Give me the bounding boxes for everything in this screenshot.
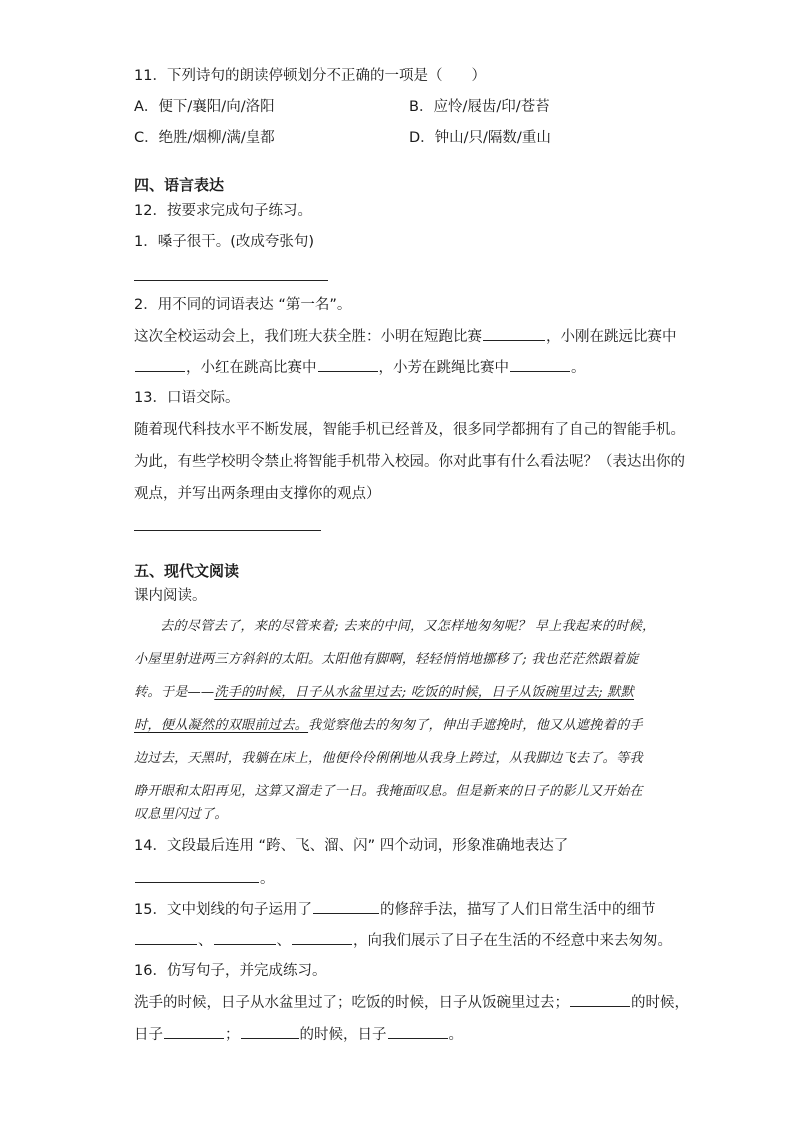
q13-paragraph-3: 观点，并写出两条理由支撑你的观点） — [134, 486, 381, 502]
q16-text-c: 日子 — [134, 1027, 163, 1043]
passage-line-4 — [134, 716, 643, 736]
passage-line-5: 边过去，天黑时，我躺在床上，他便伶伶俐俐地从我身上跨过，从我脚边飞去了。等我 — [134, 751, 643, 766]
passage-line-7: 叹息里闪过了。 — [134, 807, 228, 822]
blank-jump-rope[interactable] — [510, 357, 570, 372]
q12-2-text-e: 。 — [571, 360, 586, 376]
q11-stem: 11．下列诗句的朗读停顿划分不正确的一项是（ ） — [134, 68, 486, 84]
q15-text-d: ，向我们展示了日子在生活的不经意中来去匆匆。 — [353, 933, 672, 949]
q12-1-prompt: 1．嗓子很干。(改成夸张句) — [134, 234, 315, 250]
q12-2-text-c: ，小红在跳高比赛中 — [186, 360, 317, 376]
q14-stem: 14．文段最后连用 “跨、飞、溜、闪” 四个动词，形象准确地表达了 — [134, 838, 569, 854]
passage-line-1: 去的尽管去了，来的尽管来着; 去来的中间，又怎样地匆匆呢？ 早上我起来的时候， — [160, 619, 656, 634]
q16-blank-4[interactable] — [388, 1024, 448, 1039]
q15-line-2 — [134, 930, 672, 951]
passage-text: 我觉察他去的匆匆了，伸出手遮挽时，他又从遮挽着的手 — [308, 718, 643, 733]
q12-2-text-a: 这次全校运动会上，我们班大获全胜：小明在短跑比赛 — [134, 329, 482, 345]
q15-blank-detail-3[interactable] — [292, 930, 352, 945]
q13-answer-line[interactable] — [134, 530, 321, 531]
section4-title: 四、语言表达 — [134, 176, 225, 194]
q12-2-prompt: 2．用不同的词语表达 “第一名”。 — [134, 297, 352, 313]
q12-2-text-d: ，小芳在跳绳比赛中 — [378, 360, 509, 376]
blank-sprint[interactable] — [483, 326, 545, 341]
passage-underlined-sentence-end: 时，便从凝然的双眼前过去。 — [134, 718, 309, 733]
passage-underlined-sentence: 洗手的时候，日子从水盆里过去; 吃饭的时候，日子从饭碗里过去; 默默 — [214, 685, 635, 700]
q16-text-d: ； — [225, 1027, 240, 1043]
q16-text-b: 的时候， — [631, 995, 689, 1011]
q15-text-b: 的修辞手法，描写了人们日常生活中的细节 — [379, 902, 656, 918]
q12-2-line1 — [134, 326, 677, 347]
q16-blank-2[interactable] — [164, 1024, 224, 1039]
q15-line-1 — [134, 899, 655, 920]
q15-comma-2: 、 — [276, 933, 291, 949]
q15-blank-detail-1[interactable] — [135, 930, 197, 945]
q16-stem: 16．仿写句子，并完成练习。 — [134, 963, 327, 979]
q12-2-text-b: ，小刚在跳远比赛中 — [546, 329, 677, 345]
q16-text-f: 。 — [448, 1027, 463, 1043]
q13-stem: 13．口语交际。 — [134, 390, 240, 406]
q12-stem: 12．按要求完成句子练习。 — [134, 203, 312, 219]
q15-comma-1: 、 — [198, 933, 213, 949]
q16-blank-3[interactable] — [241, 1024, 299, 1039]
q13-paragraph-2: 为此，有些学校明令禁止将智能手机带入校园。你对此事有什么看法呢？（表达出你的 — [134, 454, 685, 470]
q16-line-2 — [134, 1024, 463, 1045]
passage-text: 转。于是—— — [134, 685, 215, 700]
q15-blank-device[interactable] — [313, 899, 379, 914]
passage-line-3 — [134, 683, 634, 703]
q16-line-1 — [134, 992, 689, 1013]
section5-intro: 课内阅读。 — [134, 588, 207, 604]
q16-text-e: 的时候，日子 — [299, 1027, 387, 1043]
section5-title: 五、现代文阅读 — [134, 562, 240, 580]
q11-option-a: A．便下/襄阳/向/洛阳 — [134, 99, 275, 115]
q11-option-c: C．绝胜/烟柳/满/皇都 — [134, 130, 275, 146]
q11-option-d: D．钟山/只/隔数/重山 — [409, 130, 551, 146]
q15-blank-detail-2[interactable] — [214, 930, 276, 945]
q11-option-b: B．应怜/屐齿/印/苍苔 — [409, 99, 550, 115]
q16-text-a: 洗手的时候，日子从水盆里过了；吃饭的时候，日子从饭碗里过去； — [134, 995, 569, 1011]
q14-answer-blank[interactable] — [135, 868, 259, 883]
q15-text-a: 15．文中划线的句子运用了 — [134, 902, 312, 918]
q16-blank-1[interactable] — [570, 992, 630, 1007]
blank-long-jump[interactable] — [135, 357, 185, 372]
q12-1-answer-line[interactable] — [134, 280, 328, 281]
passage-line-6: 睁开眼和太阳再见，这算又溜走了一日。我掩面叹息。但是新来的日子的影儿又开始在 — [134, 784, 643, 799]
blank-high-jump[interactable] — [318, 357, 378, 372]
q14-answer — [134, 868, 275, 889]
q14-period: 。 — [260, 871, 275, 887]
q12-2-line2 — [134, 357, 586, 378]
passage-line-2: 小屋里射进两三方斜斜的太阳。太阳他有脚啊，轻轻悄悄地挪移了; 我也茫茫然跟着旋 — [134, 652, 639, 667]
q13-paragraph-1: 随着现代科技水平不断发展，智能手机已经普及，很多同学都拥有了自己的智能手机。 — [134, 422, 685, 438]
